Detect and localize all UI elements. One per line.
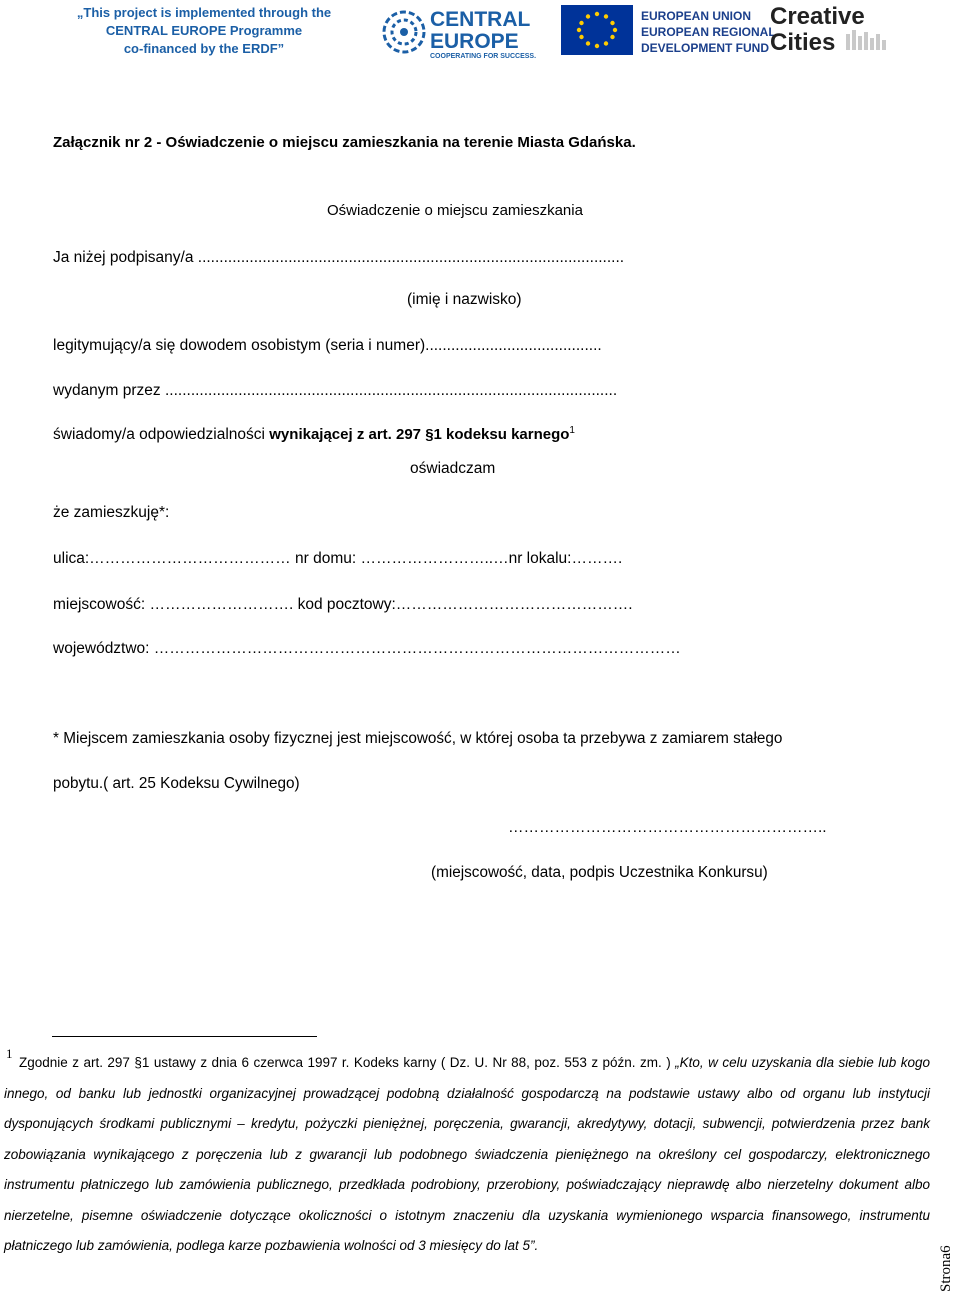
street-field[interactable]: ulica:………………………………… nr domu: ……………………..…nr lokalu:………. bbox=[53, 550, 623, 567]
residence-note-line-1: * Miejscem zamieszkania osoby fizycznej jest miejscowość, w której osoba ta przebywa z zamiarem stałego bbox=[53, 730, 783, 747]
undersigned-field[interactable]: Ja niżej podpisany/a ................................................................................................... bbox=[53, 249, 625, 266]
eu-logo-text-2: EUROPEAN REGIONAL bbox=[641, 25, 776, 39]
eu-logo-text-1: EUROPEAN UNION bbox=[641, 9, 752, 23]
signature-field[interactable]: …………………………………………………….. bbox=[508, 819, 827, 836]
central-europe-logo bbox=[380, 4, 550, 60]
voivodeship-field[interactable]: województwo: ………………………………………………………………………………………… bbox=[53, 640, 681, 657]
footnote-number: 1 bbox=[6, 1046, 13, 1061]
form-title: Oświadczenie o miejscu zamieszkania bbox=[327, 202, 583, 219]
id-card-field[interactable]: legitymujący/a się dowodem osobistym (seria i numer)......................................... bbox=[53, 337, 602, 354]
creative-cities-logo bbox=[768, 2, 896, 54]
central-europe-logo-text-2: EUROPE bbox=[430, 30, 519, 53]
eu-logo bbox=[561, 5, 776, 57]
eu-logo-text-3: DEVELOPMENT FUND bbox=[641, 41, 770, 55]
central-europe-logo-text-3: COOPERATING FOR SUCCESS. bbox=[430, 53, 537, 60]
project-note-line-1: „This project is implemented through the bbox=[76, 5, 332, 20]
eu-flag-icon bbox=[561, 5, 776, 57]
footnote-text bbox=[4, 1048, 930, 1262]
declare-label: oświadczam bbox=[410, 460, 496, 477]
footnote-quote: „Kto, w celu uzyskania dla siebie lub kogo innego, od banku lub jednostki organizacyjnej prowadzącej podobną działalność gospodarczą na podstawie ustawy albo od organu lub instytucji dysponujących środkami publicznymi – kredytu, pożyczki pieniężnej, poręczenia, gwarancji, akredytywy, dotacji, subwencji, potwierdzenia przez bank zobowiązania wynikającego z poręczenia lub z gwarancji lub podobnego świadczenia pieniężnego na określony cel gospodarczy, elektronicznego instrumentu płatniczego lub zamówienia publicznego, przedkłada podrobiony, przerobiony, poświadczający nieprawdę albo nierzetelny dokument albo nierzetelne, pisemne oświadczenie dotyczące okoliczności o istotnym znaczeniu dla uzyskania wymienionego wsparcia finansowego, instrumentu płatniczego lub zamówienia, podlega karze pozbawienia wolności od 3 miesięcy do lat 5”. bbox=[4, 1055, 930, 1253]
residence-note-line-2: pobytu.( art. 25 Kodeksu Cywilnego) bbox=[53, 775, 300, 792]
name-caption: (imię i nazwisko) bbox=[407, 291, 522, 308]
signature-caption: (miejscowość, data, podpis Uczestnika Konkursu) bbox=[431, 864, 768, 881]
footnote-divider bbox=[52, 1036, 317, 1037]
central-europe-logo-text-1: CENTRAL bbox=[430, 8, 531, 31]
footnote-marker: 1 bbox=[569, 424, 575, 436]
awareness-text: świadomy/a odpowiedzialności bbox=[53, 426, 270, 443]
page-number: Strona6 bbox=[938, 1245, 954, 1292]
awareness-statement bbox=[53, 425, 575, 445]
annex-title: Załącznik nr 2 - Oświadczenie o miejscu zamieszkania na terenie Miasta Gdańska. bbox=[53, 134, 636, 151]
issued-by-field[interactable]: wydanym przez ......................................................................................................... bbox=[53, 382, 618, 399]
project-note-line-2: CENTRAL EUROPE Programme bbox=[105, 23, 303, 38]
reside-label: że zamieszkuję*: bbox=[53, 504, 170, 521]
footnote-legal-basis: Zgodnie z art. 297 §1 ustawy z dnia 6 czerwca 1997 r. Kodeks karny ( Dz. U. Nr 88, poz. 553 z późn. zm. ) bbox=[19, 1055, 676, 1070]
project-note bbox=[54, 4, 354, 58]
project-note-line-3: co-financed by the ERDF” bbox=[123, 41, 285, 56]
creative-cities-emblem-icon bbox=[768, 2, 896, 54]
central-europe-emblem-icon bbox=[380, 4, 550, 60]
locality-field[interactable]: miejscowość: ………………………. kod pocztowy:………………………………………. bbox=[53, 596, 633, 613]
awareness-legal-reference: wynikającej z art. 297 §1 kodeksu karnego bbox=[269, 426, 570, 443]
creative-cities-logo-text-2: Cities bbox=[770, 29, 836, 56]
creative-cities-logo-text-1: Creative bbox=[770, 3, 865, 30]
